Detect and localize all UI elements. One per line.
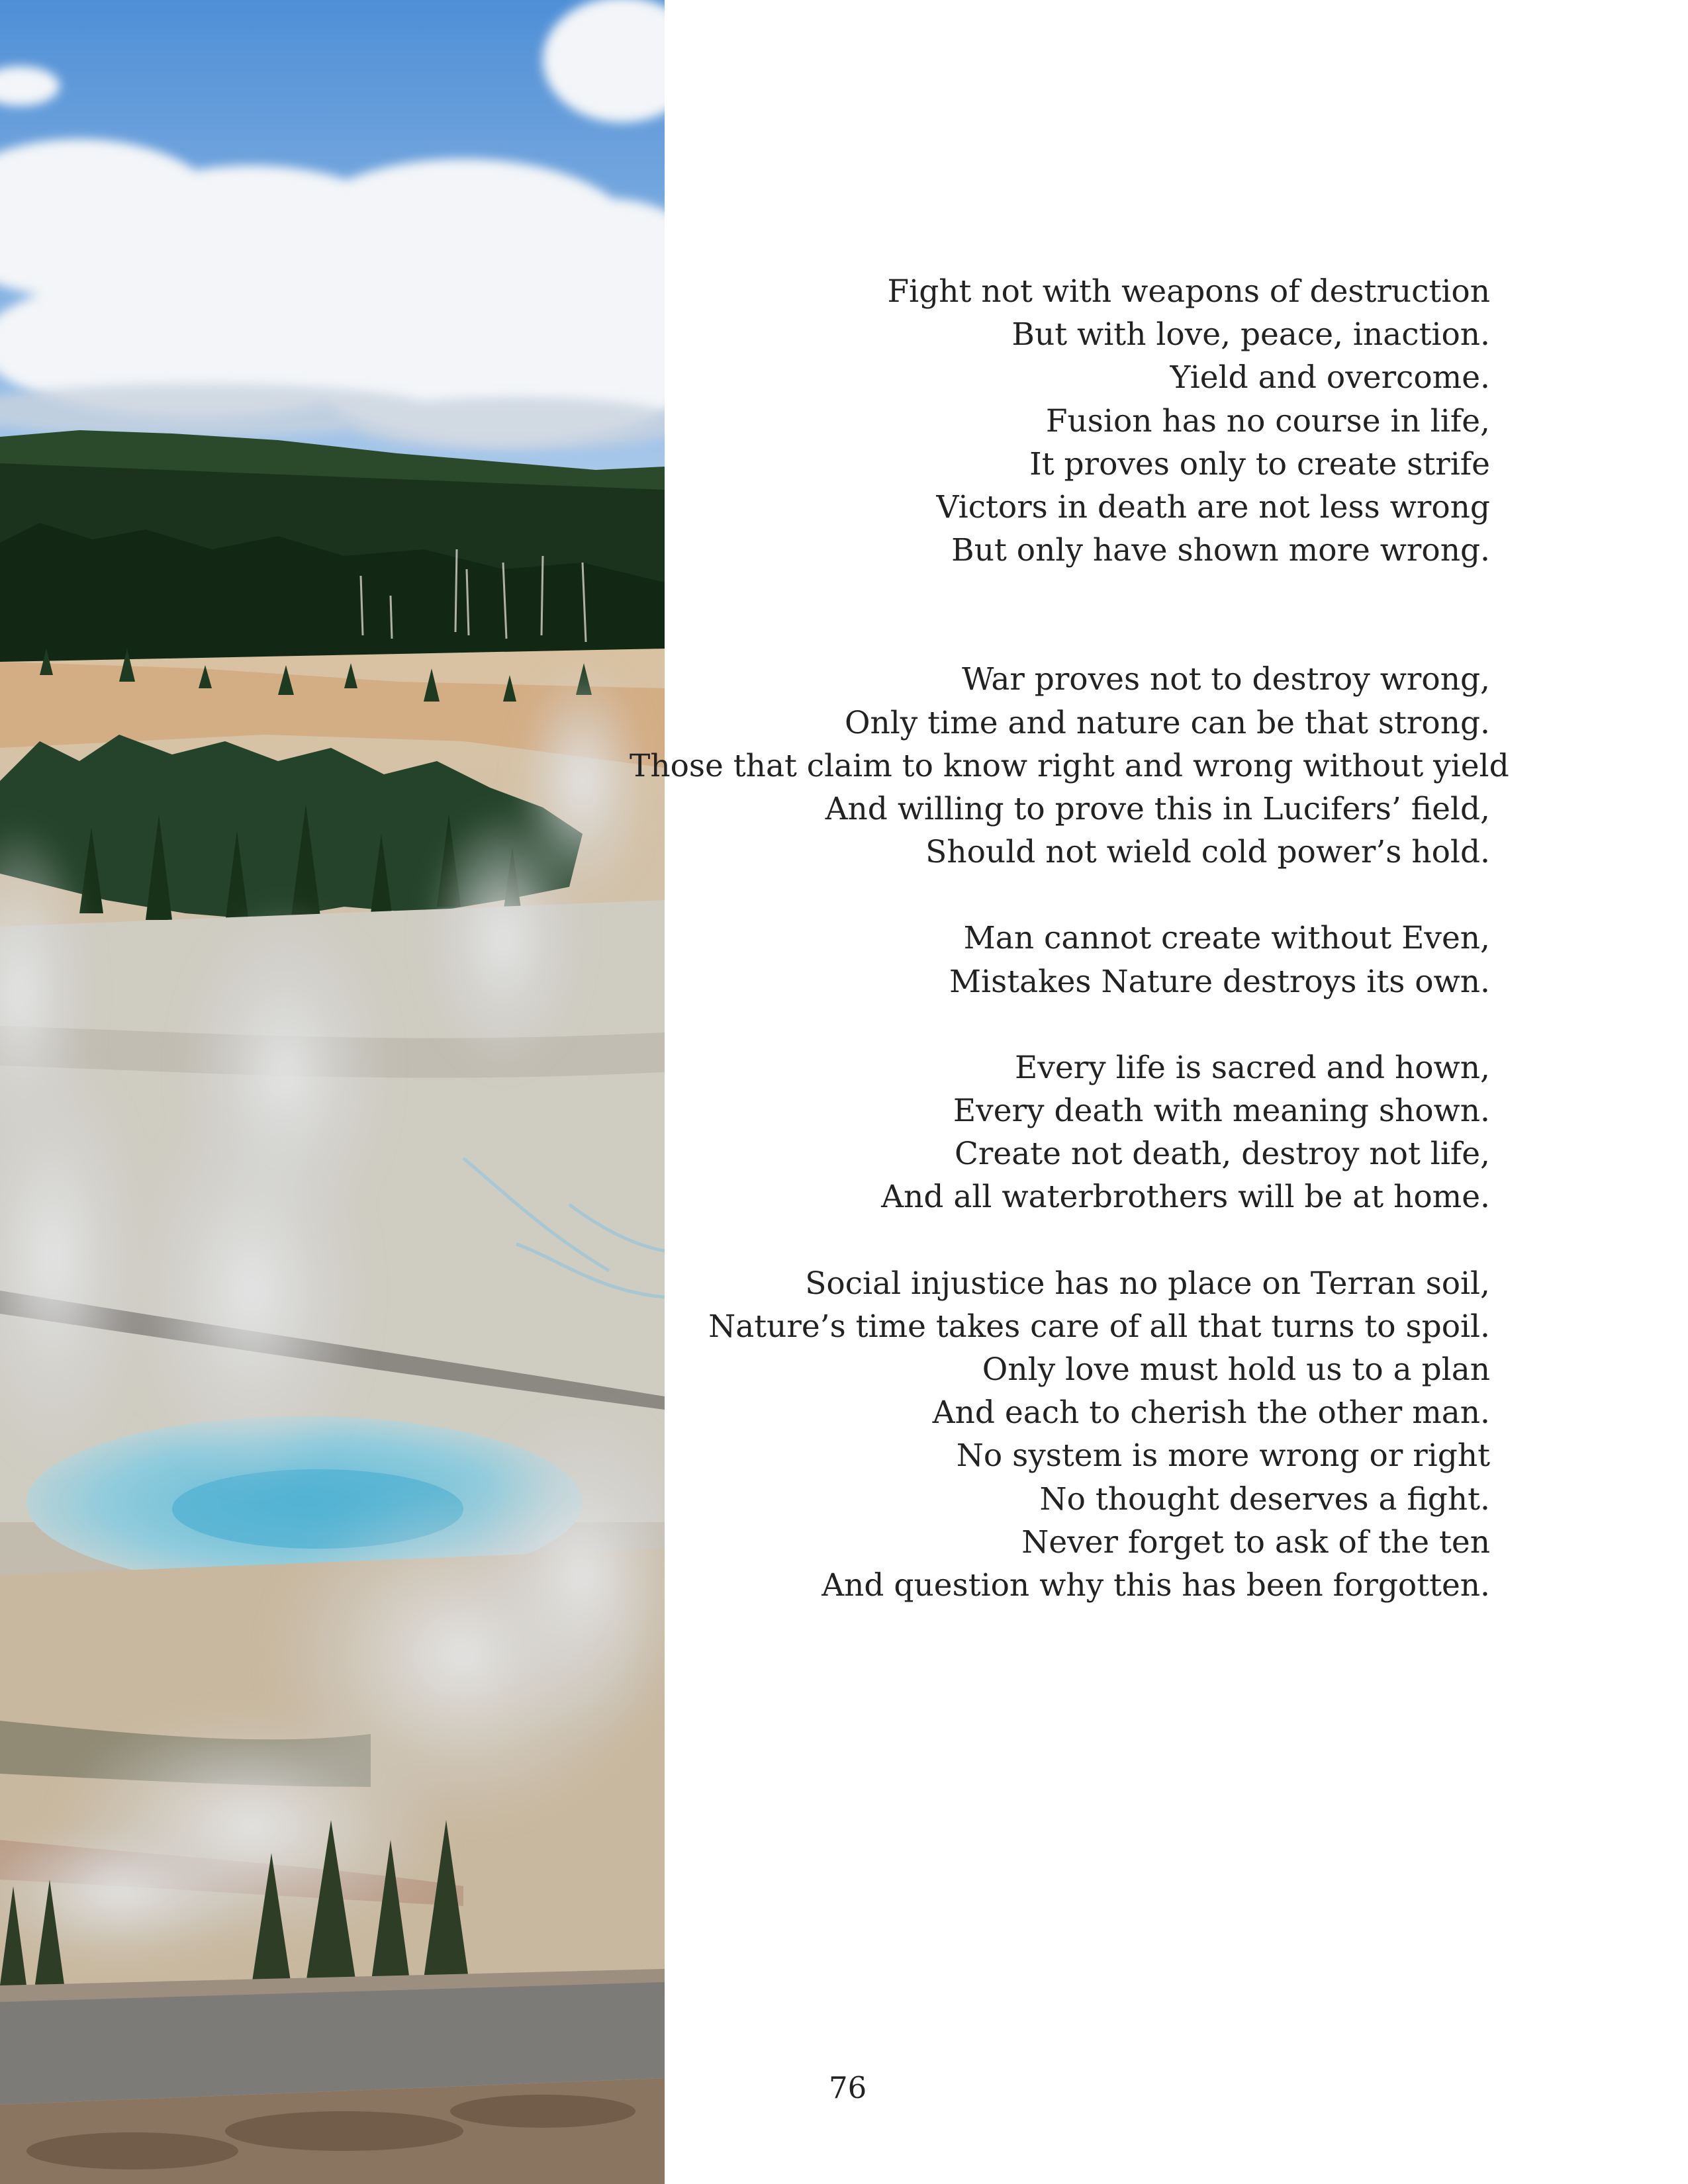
- poem-line: Only time and nature can be that strong.: [844, 704, 1490, 741]
- poem-line: But only have shown more wrong.: [951, 532, 1490, 569]
- poem-line: Nature’s time takes care of all that turns to spoil.: [708, 1308, 1490, 1345]
- page-number: 76: [829, 2070, 867, 2105]
- poem-line: Every death with meaning shown.: [953, 1093, 1490, 1130]
- poem-line: Create not death, destroy not life,: [954, 1136, 1490, 1173]
- poem-line: Man cannot create without Even,: [963, 920, 1490, 957]
- poem-line: And all waterbrothers will be at home.: [881, 1179, 1490, 1216]
- poem-line: Those that claim to know right and wrong without yield: [630, 747, 1509, 784]
- poem-line: And willing to prove this in Lucifers’ field,: [825, 791, 1490, 828]
- poem: [630, 270, 1509, 1607]
- stanza-1: [630, 270, 1490, 572]
- poem-line: And question why this has been forgotten.: [821, 1567, 1490, 1604]
- poem-line: Never forget to ask of the ten: [1021, 1524, 1490, 1561]
- geyser-basin-image: [0, 0, 665, 2184]
- poem-line: Fight not with weapons of destruction: [887, 273, 1490, 310]
- stanza-4: [630, 1046, 1490, 1219]
- poem-line: Yield and overcome.: [1170, 359, 1490, 396]
- poem-line: No thought deserves a fight.: [1039, 1480, 1490, 1518]
- poem-line: Every life is sacred and hown,: [1014, 1049, 1490, 1086]
- poem-line: Fusion has no course in life,: [1045, 402, 1490, 439]
- poem-line: Only love must hold us to a plan: [982, 1351, 1490, 1388]
- poem-line: But with love, peace, inaction.: [1011, 316, 1490, 353]
- poem-line: It proves only to create strife: [1029, 445, 1490, 482]
- landscape-photo: [0, 0, 665, 2184]
- poem-line: No system is more wrong or right: [956, 1437, 1490, 1475]
- poem-line: Should not wield cold power’s hold.: [925, 834, 1490, 871]
- poem-line: Mistakes Nature destroys its own.: [949, 963, 1490, 1000]
- poem-line: And each to cherish the other man.: [932, 1394, 1490, 1432]
- poem-line: Social injustice has no place on Terran soil,: [805, 1265, 1490, 1302]
- poem-line: War proves not to destroy wrong,: [962, 661, 1490, 698]
- stanza-3: [630, 917, 1490, 1003]
- stanza-5: [630, 1262, 1490, 1608]
- poem-line: Victors in death are not less wrong: [936, 489, 1490, 526]
- stanza-2: [630, 658, 1509, 874]
